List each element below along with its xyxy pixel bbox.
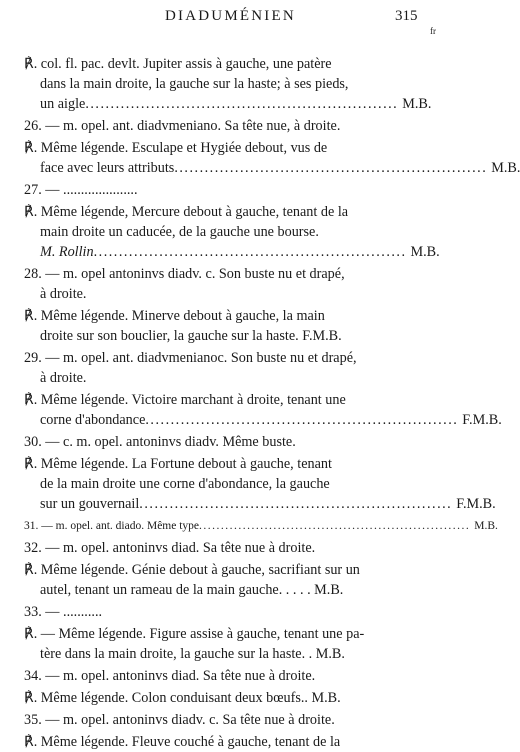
text-line: ℟. Même légende. La Fortune debout à gauche, tenant: [24, 456, 332, 472]
text-line: ℟. Même légende. Esculape et Hygiée debout, vus de: [24, 140, 328, 156]
dot-leader: ..............................................................: [139, 496, 453, 512]
line-end: M.B.: [474, 520, 498, 532]
page-number: 315: [395, 8, 418, 24]
page-header: [0, 4, 446, 34]
dot-leader: ..............................................................: [85, 96, 399, 112]
text-line: à droite.: [40, 370, 87, 386]
text-line: [40, 94, 432, 114]
entry-heading: 32. — m. opel. antoninvs diad. Sa tête nue à droite.: [24, 540, 316, 556]
line-text: 31. — m. opel. ant. diado. Même type: [24, 520, 200, 532]
text-line: ℟. Même légende. Victoire marchant à droite, tenant une: [24, 392, 346, 408]
text-line: à droite.: [40, 286, 87, 302]
text-line: ℟. col. fl. pac. devlt. Jupiter assis à gauche, une patère: [24, 56, 332, 72]
line-end: M.B.: [402, 96, 432, 112]
entry-heading: [24, 516, 498, 536]
line-end: F.M.B.: [456, 496, 496, 512]
text-line: ℟. — Même légende. Figure assise à gauche, tenant une pa-: [24, 626, 365, 642]
text-line: droite sur son bouclier, la gauche sur la haste. F.M.B.: [40, 328, 342, 344]
entry-heading: 35. — m. opel. antoninvs diadv. c. Sa tête nue à droite.: [24, 712, 335, 728]
dot-leader: ..............................................................: [174, 160, 488, 176]
line-text: sur un gouvernail: [40, 496, 140, 512]
dot-leader: ..............................................................: [145, 412, 459, 428]
line-text: M. Rollin: [40, 244, 94, 260]
entry-heading: 28. — m. opel antoninvs diadv. c. Son buste nu et drapé,: [24, 266, 345, 282]
text-line: [40, 494, 496, 514]
line-end: M.B.: [410, 244, 440, 260]
text-line: ℟. Même légende, Mercure debout à gauche, tenant de la: [24, 204, 349, 220]
margin-mark: fr: [430, 26, 436, 36]
line-text: face avec leurs attributs: [40, 160, 175, 176]
text-line: [40, 158, 520, 178]
line-text: un aigle: [40, 96, 86, 112]
running-title: DIADUMÉNIEN: [165, 8, 296, 24]
text-line: main droite un caducée, de la gauche une bourse.: [40, 224, 319, 240]
text-line: [40, 410, 502, 430]
text-line: ℟. Même légende. Génie debout à gauche, sacrifiant sur un: [24, 562, 360, 578]
line-text: corne d'abondance: [40, 412, 146, 428]
entry-heading: 26. — m. opel. ant. diadvmeniano. Sa tête nue, à droite.: [24, 118, 341, 134]
entry-heading: 29. — m. opel. ant. diadvmenianoc. Son buste nu et drapé,: [24, 350, 357, 366]
text-line: [40, 242, 440, 262]
text-line: ℟. Même légende. Colon conduisant deux bœufs.. M.B.: [24, 690, 341, 706]
entry-heading: 33. — ...........: [24, 604, 103, 620]
text-line: de la main droite une corne d'abondance, la gauche: [40, 476, 330, 492]
text-line: ℟. Même légende. Fleuve couché à gauche, tenant de la: [24, 734, 341, 750]
entry-heading: 27. — .....................: [24, 182, 138, 198]
line-end: F.M.B.: [462, 412, 502, 428]
dot-leader: ..............................................................: [93, 244, 407, 260]
text-line: ℟. Même légende. Minerve debout à gauche, la main: [24, 308, 325, 324]
entry-heading: 30. — c. m. opel. antoninvs diadv. Même buste.: [24, 434, 296, 450]
text-line: tère dans la main droite, la gauche sur la haste. . M.B.: [40, 646, 345, 662]
dot-leader: ..............................................................: [199, 520, 471, 532]
line-end: M.B.: [491, 160, 520, 176]
text-line: dans la main droite, la gauche sur la haste; à ses pieds,: [40, 76, 349, 92]
entry-heading: 34. — m. opel. antoninvs diad. Sa tête nue à droite.: [24, 668, 316, 684]
text-line: autel, tenant un rameau de la main gauche. . . . . M.B.: [40, 582, 344, 598]
